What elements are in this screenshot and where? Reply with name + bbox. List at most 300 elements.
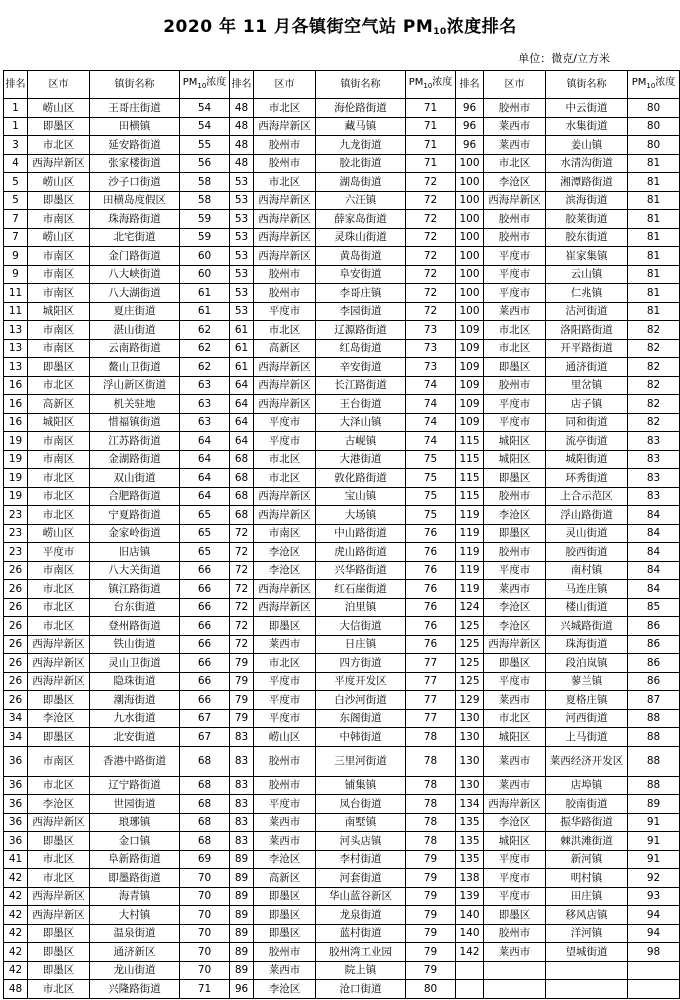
rank-cell: 72 [230,524,254,543]
rank-cell: 19 [4,450,28,469]
rank-cell: 79 [230,691,254,710]
pm10-cell: 70 [180,961,230,980]
district-cell: 平度市 [254,672,316,691]
district-cell: 西海岸新区 [484,795,546,814]
rank-cell: 140 [456,924,484,943]
pm10-cell: 55 [180,136,230,155]
pm10-cell: 56 [180,154,230,173]
town-cell: 温泉街道 [90,924,180,943]
town-cell: 中韩街道 [316,728,406,747]
table-row [4,746,680,776]
district-cell: 市北区 [254,654,316,673]
district-cell: 胶州市 [484,376,546,395]
town-cell: 明村镇 [546,869,628,888]
town-cell: 望城街道 [546,943,628,962]
town-cell: 店埠镇 [546,776,628,795]
district-cell: 崂山区 [28,524,90,543]
pm10-cell: 65 [180,524,230,543]
town-cell: 同和街道 [546,413,628,432]
town-cell: 河西街道 [546,709,628,728]
district-cell: 莱西市 [254,813,316,832]
table-row [4,228,680,247]
table-row [4,635,680,654]
town-cell: 新河镇 [546,850,628,869]
pm10-cell: 84 [628,543,680,562]
district-cell: 即墨区 [254,887,316,906]
rank-cell: 36 [4,832,28,851]
pm10-cell: 58 [180,173,230,192]
pm10-cell: 68 [180,776,230,795]
pm10-cell: 67 [180,709,230,728]
town-cell: 胶东街道 [546,228,628,247]
town-cell: 平度开发区 [316,672,406,691]
table-row [4,117,680,136]
district-cell: 平度市 [254,302,316,321]
rank-cell: 26 [4,561,28,580]
district-cell: 平度市 [254,413,316,432]
rank-cell: 115 [456,469,484,488]
pm10-cell: 60 [180,247,230,266]
rank-cell: 134 [456,795,484,814]
rank-cell: 42 [4,961,28,980]
rank-cell: 139 [456,887,484,906]
town-cell: 蓝村街道 [316,924,406,943]
town-cell: 隐珠街道 [90,672,180,691]
rank-cell: 11 [4,302,28,321]
table-row [4,776,680,795]
table-row [4,450,680,469]
pm10-cell: 79 [406,961,456,980]
rank-cell: 100 [456,302,484,321]
district-cell: 即墨区 [28,358,90,377]
table-row [4,99,680,118]
town-cell: 华山蓝谷新区 [316,887,406,906]
district-cell: 即墨区 [484,654,546,673]
district-cell: 李沧区 [484,617,546,636]
town-cell: 长江路街道 [316,376,406,395]
rank-cell: 89 [230,887,254,906]
district-cell: 崂山区 [254,728,316,747]
table-row [4,924,680,943]
pm10-cell: 74 [406,413,456,432]
pm10-cell: 66 [180,654,230,673]
district-cell: 即墨区 [28,832,90,851]
table-row [4,302,680,321]
town-cell: 台东街道 [90,598,180,617]
rank-cell: 115 [456,487,484,506]
town-cell: 古岘镇 [316,432,406,451]
district-cell: 市北区 [254,173,316,192]
district-cell: 即墨区 [28,191,90,210]
pm10-cell: 65 [180,543,230,562]
rank-cell: 100 [456,210,484,229]
town-cell: 红岛街道 [316,339,406,358]
district-cell: 城阳区 [484,728,546,747]
district-cell: 市南区 [28,432,90,451]
town-cell: 湘潭路街道 [546,173,628,192]
table-row [4,358,680,377]
rank-cell: 13 [4,339,28,358]
rank-cell: 130 [456,728,484,747]
pm10-cell: 62 [180,358,230,377]
rank-cell: 26 [4,672,28,691]
rank-cell: 119 [456,561,484,580]
table-row [4,813,680,832]
district-cell [484,980,546,999]
rank-cell: 135 [456,850,484,869]
rank-cell: 109 [456,321,484,340]
rank-cell: 42 [4,906,28,925]
town-cell: 李村街道 [316,850,406,869]
district-cell: 西海岸新区 [254,228,316,247]
district-cell: 胶州市 [254,776,316,795]
district-cell: 市南区 [28,321,90,340]
rank-cell: 83 [230,728,254,747]
pm10-cell: 81 [628,173,680,192]
pm10-cell: 71 [406,99,456,118]
town-cell: 宁夏路街道 [90,506,180,525]
district-cell: 西海岸新区 [254,247,316,266]
district-cell: 莱西市 [484,776,546,795]
town-cell: 夏格庄镇 [546,691,628,710]
town-cell: 洛阳路街道 [546,321,628,340]
town-cell: 珠海街道 [546,635,628,654]
rank-cell: 119 [456,543,484,562]
district-cell: 莱西市 [484,943,546,962]
rank-cell: 130 [456,776,484,795]
district-cell: 胶州市 [484,924,546,943]
rank-cell: 23 [4,524,28,543]
district-cell: 平度市 [484,284,546,303]
town-cell: 延安路街道 [90,136,180,155]
pm10-cell: 86 [628,617,680,636]
district-cell: 即墨区 [254,906,316,925]
rank-cell: 36 [4,746,28,776]
town-cell: 八大湖街道 [90,284,180,303]
town-cell: 田横镇 [90,117,180,136]
town-cell: 黄岛街道 [316,247,406,266]
ranking-table [3,70,680,999]
table-row [4,136,680,155]
rank-cell: 68 [230,450,254,469]
table-row [4,795,680,814]
pm10-cell: 79 [406,887,456,906]
district-cell: 胶州市 [254,154,316,173]
table-row [4,395,680,414]
town-cell: 城阳街道 [546,450,628,469]
rank-cell: 129 [456,691,484,710]
pm10-cell: 81 [628,191,680,210]
pm10-cell: 81 [628,210,680,229]
table-row [4,413,680,432]
town-cell: 合肥路街道 [90,487,180,506]
rank-cell: 100 [456,247,484,266]
pm10-cell: 94 [628,924,680,943]
district-cell: 平度市 [484,247,546,266]
table-row [4,543,680,562]
pm10-cell: 82 [628,339,680,358]
town-cell: 凤台街道 [316,795,406,814]
district-cell: 高新区 [254,869,316,888]
pm10-cell: 84 [628,561,680,580]
town-cell: 莱西经济开发区 [546,746,628,776]
header-rank: 排名 [230,71,254,99]
header-row [4,71,680,99]
rank-cell: 96 [456,117,484,136]
district-cell: 莱西市 [484,136,546,155]
pm10-cell: 72 [406,228,456,247]
town-cell: 姜山镇 [546,136,628,155]
table-row [4,906,680,925]
pm10-cell: 87 [628,691,680,710]
town-cell: 铺集镇 [316,776,406,795]
town-cell: 胶西街道 [546,543,628,562]
rank-cell: 61 [230,321,254,340]
pm10-cell: 72 [406,284,456,303]
header-rank: 排名 [456,71,484,99]
rank-cell: 72 [230,580,254,599]
rank-cell: 125 [456,672,484,691]
town-cell: 大场镇 [316,506,406,525]
town-cell: 宝山镇 [316,487,406,506]
pm10-cell: 74 [406,395,456,414]
rank-cell: 26 [4,617,28,636]
town-cell: 潮海街道 [90,691,180,710]
rank-cell: 23 [4,506,28,525]
rank-cell: 53 [230,265,254,284]
rank-cell: 53 [230,173,254,192]
pm10-cell: 81 [628,302,680,321]
pm10-cell: 77 [406,654,456,673]
district-cell: 李沧区 [254,850,316,869]
rank-cell: 34 [4,709,28,728]
town-cell: 李园街道 [316,302,406,321]
district-cell: 市北区 [254,99,316,118]
district-cell: 平度市 [484,561,546,580]
town-cell: 八大关街道 [90,561,180,580]
rank-cell: 79 [230,672,254,691]
district-cell: 平度市 [254,795,316,814]
pm10-cell: 63 [180,413,230,432]
town-cell: 蓼兰镇 [546,672,628,691]
district-cell: 胶州市 [254,136,316,155]
district-cell: 西海岸新区 [254,580,316,599]
district-cell: 西海岸新区 [28,887,90,906]
rank-cell: 68 [230,469,254,488]
pm10-cell: 63 [180,395,230,414]
rank-cell: 96 [230,980,254,999]
pm10-cell: 59 [180,228,230,247]
rank-cell: 125 [456,617,484,636]
pm10-cell: 94 [628,906,680,925]
rank-cell: 64 [230,432,254,451]
town-cell: 兴城路街道 [546,617,628,636]
rank-cell: 7 [4,228,28,247]
pm10-cell: 86 [628,654,680,673]
district-cell: 即墨区 [28,943,90,962]
rank-cell: 89 [230,924,254,943]
town-cell: 灵山街道 [546,524,628,543]
table-body [4,99,680,999]
table-row [4,469,680,488]
pm10-cell: 77 [406,709,456,728]
pm10-cell: 82 [628,358,680,377]
rank-cell: 115 [456,432,484,451]
table-row [4,691,680,710]
town-cell: 机关驻地 [90,395,180,414]
district-cell: 平度市 [484,887,546,906]
district-cell: 市北区 [484,709,546,728]
town-cell: 通济街道 [546,358,628,377]
rank-cell: 79 [230,709,254,728]
district-cell: 平度市 [484,672,546,691]
town-cell: 海青镇 [90,887,180,906]
district-cell: 李沧区 [484,813,546,832]
district-cell: 西海岸新区 [254,598,316,617]
header-district: 区市 [254,71,316,99]
rank-cell [456,961,484,980]
district-cell: 城阳区 [484,432,546,451]
table-row [4,598,680,617]
pm10-cell: 88 [628,728,680,747]
district-cell: 莱西市 [254,832,316,851]
rank-cell: 53 [230,210,254,229]
pm10-cell: 86 [628,672,680,691]
rank-cell: 79 [230,654,254,673]
pm10-cell: 71 [406,136,456,155]
pm10-cell: 61 [180,302,230,321]
district-cell: 平度市 [484,265,546,284]
table-row [4,672,680,691]
town-cell: 金湖路街道 [90,450,180,469]
town-cell: 移风店镇 [546,906,628,925]
table-row [4,580,680,599]
pm10-cell: 75 [406,450,456,469]
table-row [4,832,680,851]
pm10-cell: 76 [406,543,456,562]
district-cell: 即墨区 [484,906,546,925]
town-cell: 大港街道 [316,450,406,469]
rank-cell: 36 [4,813,28,832]
town-cell: 胶州湾工业园 [316,943,406,962]
rank-cell: 4 [4,154,28,173]
town-cell: 河头店镇 [316,832,406,851]
rank-cell: 135 [456,832,484,851]
district-cell: 即墨区 [484,524,546,543]
rank-cell: 109 [456,395,484,414]
town-cell: 胶北街道 [316,154,406,173]
district-cell: 市北区 [254,469,316,488]
table-row [4,487,680,506]
rank-cell: 89 [230,961,254,980]
rank-cell: 140 [456,906,484,925]
rank-cell: 26 [4,580,28,599]
town-cell: 楼山街道 [546,598,628,617]
table-row [4,869,680,888]
table-row [4,524,680,543]
district-cell: 胶州市 [254,943,316,962]
table-row [4,321,680,340]
pm10-cell: 66 [180,580,230,599]
pm10-cell: 65 [180,506,230,525]
pm10-cell: 93 [628,887,680,906]
district-cell: 西海岸新区 [28,813,90,832]
pm10-cell: 70 [180,887,230,906]
pm10-cell: 78 [406,746,456,776]
pm10-cell: 79 [406,869,456,888]
rank-cell: 119 [456,524,484,543]
town-cell: 东阁街道 [316,709,406,728]
table-row [4,961,680,980]
pm10-cell: 82 [628,413,680,432]
pm10-cell: 71 [406,154,456,173]
town-cell: 仁兆镇 [546,284,628,303]
town-cell: 中山路街道 [316,524,406,543]
town-cell: 辽源路街道 [316,321,406,340]
district-cell [484,961,546,980]
rank-cell: 61 [230,339,254,358]
page-title: 2020 年 11 月各镇街空气站 $PM_{10}$浓度排名 [163,17,517,37]
pm10-cell: 68 [180,795,230,814]
district-cell: 市南区 [254,524,316,543]
pm10-cell: 84 [628,524,680,543]
rank-cell: 130 [456,746,484,776]
pm10-cell: 80 [628,136,680,155]
district-cell: 西海岸新区 [28,906,90,925]
rank-cell: 13 [4,358,28,377]
town-cell: 八大峡街道 [90,265,180,284]
town-cell: 阜安街道 [316,265,406,284]
table-row [4,561,680,580]
pm10-cell: 82 [628,321,680,340]
district-cell: 平度市 [484,395,546,414]
rank-cell: 89 [230,869,254,888]
rank-cell: 130 [456,709,484,728]
district-cell: 李沧区 [254,543,316,562]
table-row [4,284,680,303]
rank-cell: 48 [230,136,254,155]
pm10-cell: 74 [406,376,456,395]
town-cell: 薛家岛街道 [316,210,406,229]
district-cell: 城阳区 [28,413,90,432]
table-row [4,154,680,173]
rank-cell: 9 [4,247,28,266]
pm10-cell: 79 [406,943,456,962]
rank-cell: 109 [456,339,484,358]
pm10-cell: 72 [406,210,456,229]
table-row [4,850,680,869]
rank-cell: 61 [230,358,254,377]
town-cell: 金口镇 [90,832,180,851]
town-cell: 龙山街道 [90,961,180,980]
town-cell: 大村镇 [90,906,180,925]
district-cell: 市南区 [28,265,90,284]
pm10-cell: 64 [180,450,230,469]
town-cell: 泊里镇 [316,598,406,617]
pm10-cell: 66 [180,617,230,636]
town-cell: 滨海街道 [546,191,628,210]
pm10-cell: 78 [406,832,456,851]
town-cell: 田横岛度假区 [90,191,180,210]
pm10-cell: 66 [180,635,230,654]
town-cell [546,961,628,980]
district-cell: 即墨区 [484,358,546,377]
table-row [4,943,680,962]
town-cell: 振华路街道 [546,813,628,832]
district-cell: 高新区 [254,339,316,358]
district-cell: 西海岸新区 [254,191,316,210]
pm10-cell: 73 [406,321,456,340]
